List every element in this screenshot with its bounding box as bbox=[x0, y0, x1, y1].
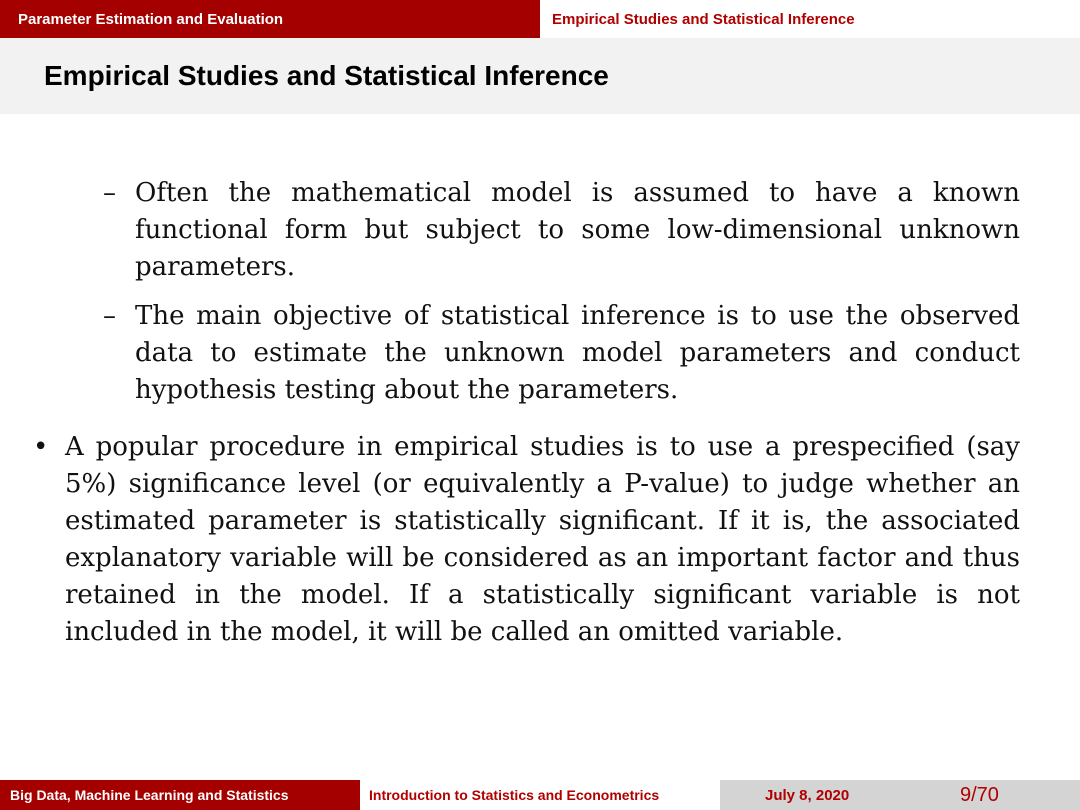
sub-item-text: Often the mathematical model is assumed to have a known functional form but subject to some low-dimensional unknown parameters. bbox=[135, 178, 1020, 282]
sub-item-text: The main objective of statistical inference is to use the observed data to estimate the unknown model parameters and conduct hypothesis testing about the parameters. bbox=[135, 301, 1020, 405]
page-title: Empirical Studies and Statistical Inference bbox=[44, 60, 609, 91]
dash-marker: – bbox=[103, 301, 116, 331]
sub-item bbox=[103, 175, 1020, 286]
nav-subsection-current[interactable] bbox=[540, 0, 1080, 38]
frame-title-bar bbox=[0, 38, 1080, 114]
sub-item bbox=[103, 298, 1020, 409]
nav-subsection-label: Empirical Studies and Statistical Inference bbox=[552, 10, 855, 28]
dash-marker: – bbox=[103, 178, 116, 208]
nav-section-label: Parameter Estimation and Evaluation bbox=[18, 10, 284, 28]
bullet-text: A popular procedure in empirical studies is to use a prespecified (say 5%) significance level (or equivalently a P-value) to judge whether an estimated parameter is statistically significant. If it is, the associated explanatory variable will be considered as an important factor and thus retained in the model. If a statistically significant variable is not included in the model, it will be called an omitted variable. bbox=[65, 432, 1020, 647]
page-number: 9/70 bbox=[960, 783, 999, 806]
slide-body bbox=[0, 175, 1080, 651]
footer-title-section[interactable] bbox=[360, 780, 720, 810]
nav-section-current[interactable] bbox=[0, 0, 540, 38]
footer-author-section[interactable] bbox=[0, 780, 360, 810]
footer-bar bbox=[0, 780, 1080, 810]
footer-title-label: Introduction to Statistics and Econometrics bbox=[369, 787, 660, 803]
top-navigation-bar bbox=[0, 0, 1080, 38]
bullet-marker: • bbox=[33, 432, 49, 462]
footer-date: July 8, 2020 bbox=[765, 786, 850, 804]
bullet-item bbox=[33, 429, 1020, 651]
footer-author-label: Big Data, Machine Learning and Statistics bbox=[10, 787, 289, 803]
footer-date-section bbox=[720, 780, 1080, 810]
